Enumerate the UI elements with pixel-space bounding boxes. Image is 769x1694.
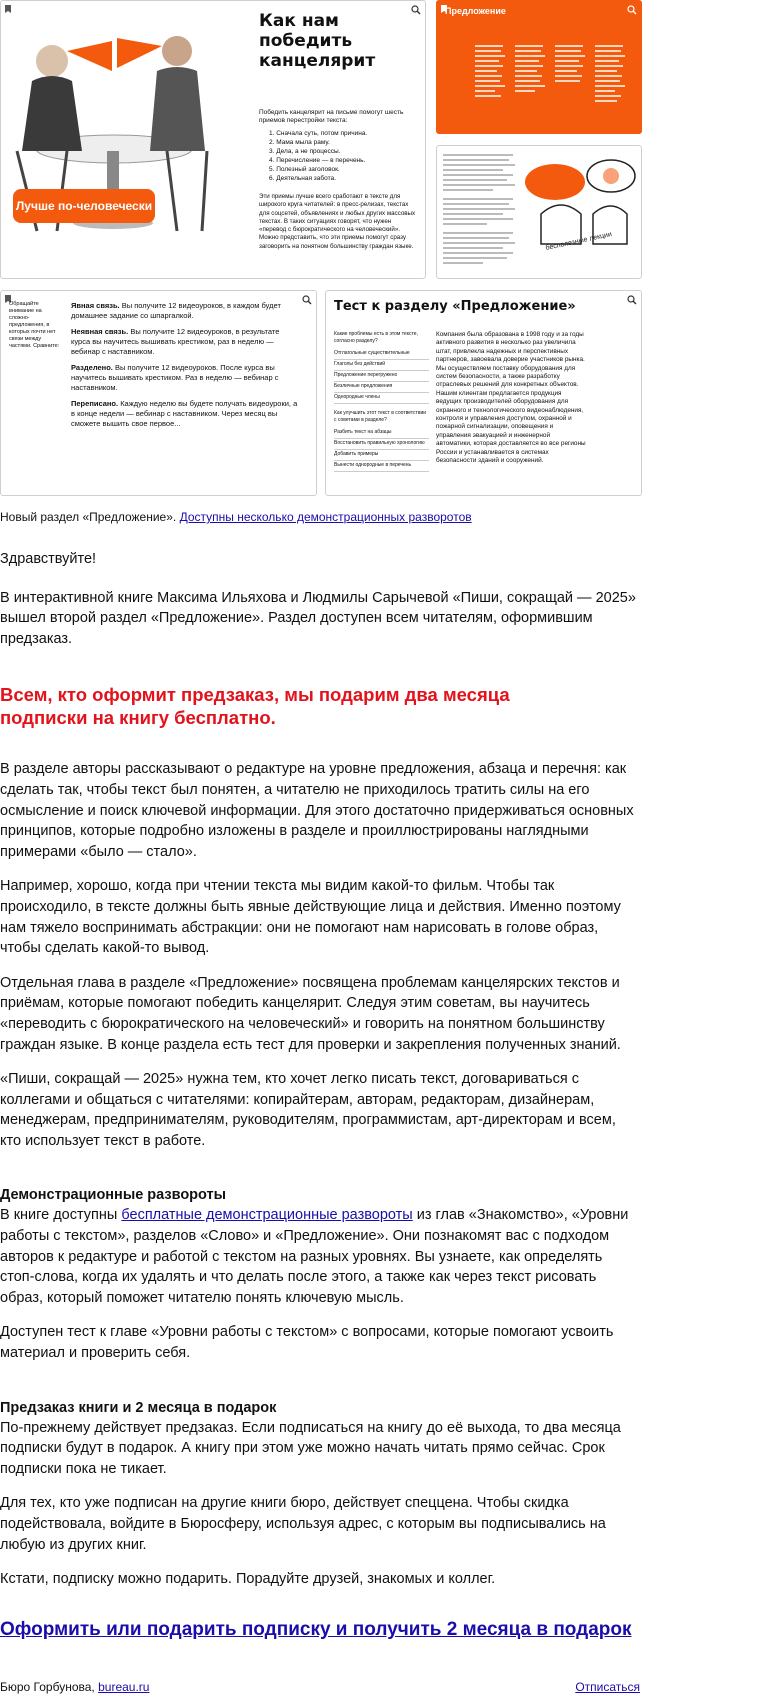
cover-title: Предложение — [445, 6, 506, 16]
preorder-heading: Предзаказ книги и 2 месяца в подарок — [0, 1399, 277, 1416]
spread-sentence-links[interactable] — [0, 290, 317, 496]
intro-paragraph: В интерактивной книге Максима Ильяхова и Людмилы Сарычевой «Пиши, сокращай — 2025» вышел второй раздел «Предложение». Раздел доступен всем читателям, оформившим предзаказ. — [0, 589, 636, 647]
sender-name: Бюро Горбунова, — [0, 1679, 95, 1694]
promo-heading: Всем, кто оформит предзаказ, мы подарим два месяца подписки на книгу бесплатно. — [0, 684, 510, 729]
demo-spreads-link[interactable]: Доступны несколько демонстрационных разворотов — [179, 510, 472, 524]
greeting: Здравствуйте! — [0, 551, 97, 567]
preorder-paragraph-3: Кстати, подписку можно подарить. Порадуйте друзей, знакомых и коллег. — [0, 1571, 496, 1588]
zoom-icon[interactable] — [627, 295, 637, 305]
spread-list: 1. Сначала суть, потом причина. 2. Мама мыла раму. 3. Дела, а не процессы. 4. Перечисление — в перечень. 5. Полезный заголовок. 6. Деятельная забота. — [269, 130, 368, 182]
text-lines-graphic — [443, 154, 519, 272]
demo-paragraph: В книге доступны бесплатные демонстрационные развороты из глав «Знакомство», «Уровни работы с текстом», разделов «Слово» и «Предложение». Они познакомят вас с подходом авторов к редактуре и работой с текстом на разных уровнях. Вы узнаете, как определять стоп-слова, когда их удалять и что делать после этого, а также как через текст рисовать образ, который поможет читателю понять ключевую мысль. — [0, 1207, 629, 1306]
subscribe-gift-link[interactable]: Оформить или подарить подписку и получить 2 месяца в подарок — [0, 1618, 632, 1640]
spread-intro: Победить канцелярит на письме помогут шесть приемов перестройки текста: — [259, 109, 404, 124]
badge: Лучше по-человечески — [13, 189, 155, 223]
table-of-contents-graphic — [475, 45, 635, 115]
spread-outro: Эти приемы лучше всего сработают в тексте для широкого круга читателей: в пресс-релизах, текстах для соцсетей, объявлениях и любых других массовых текстах. В таких ситуациях говорят, что нужен «перевод с бюрократического на человеческий». Можно представить, что эти приемы помогут сразу заговорить на понятном большинству граждан языке. — [259, 193, 416, 250]
zoom-icon[interactable] — [627, 5, 637, 15]
spread-title: Как нам победить канцелярит — [259, 11, 376, 71]
test-left: Какие проблемы есть в этом тексте, согласно разделу? Отглагольные существительные Глаголы без действий Предложение перегружено Безличные предложения Однородные члены Как улучшить этот текст в соответствии с советами в разделе? Разбить текст на абзацы Восстановить правильную хронологию Добавить примеры Вынести однородные в перечень — [334, 331, 429, 472]
body-paragraph-1: В разделе авторы рассказывают о редактуре на уровне предложения, абзаца и перечня: как сделать так, чтобы текст был понятен, а читателю не приходилось тратить силы на его осмысление и поиск ключевой информации. Для этого достаточно придерживаться основных принципов, которые подробно изложены в разделе и проиллюстрированы наглядными примерами «было — стало». — [0, 761, 634, 860]
spread-sentence-test[interactable] — [325, 290, 642, 496]
spread-lectures[interactable] — [436, 145, 642, 279]
spread-predlozhenie-cover[interactable] — [436, 0, 642, 134]
preorder-paragraph-2: Для тех, кто уже подписан на другие книги бюро, действует спеццена. Чтобы скидка подействовала, войдите в Бюросферу, используя адрес, с которым вы подписывались на любую из других книг. — [0, 1495, 606, 1553]
preorder-paragraph-1: По-прежнему действует предзаказ. Если подписаться на книгу до её выхода, то два месяца подписки будут в подарок. А книгу при этом уже можно начать читать прямо сейчас. Срок подписки пока не тикает. — [0, 1419, 621, 1477]
body-paragraph-2: Например, хорошо, когда при чтении текста мы видим какой-то фильм. Чтобы так происходило, в тексте должны быть явные действующие лица и действия. Именно поэтому нам тяжело воспринимать абстракции: они не помогают нам нарисовать в голове образ, чтобы сделать какой-то вывод. — [0, 878, 621, 957]
test-title: Тест к разделу «Предложение» — [334, 299, 576, 314]
body-paragraph-3: Отдельная глава в разделе «Предложение» посвящена проблемам канцелярских текстов и приёмам, которые помогают победить канцелярит. Следуя этим советам, вы научитесь «переводить с бюрократического на человеческий» и говорить на понятном большинству граждан языке. В конце раздела есть тест для проверки и закрепления полученных знаний. — [0, 974, 621, 1053]
spread-kantselyarit[interactable] — [0, 0, 426, 279]
zoom-icon[interactable] — [411, 5, 421, 15]
free-demo-spreads-link[interactable]: бесплатные демонстрационные развороты — [121, 1207, 413, 1224]
demo-gallery — [0, 0, 640, 495]
zoom-icon[interactable] — [302, 295, 312, 305]
demo-heading: Демонстрационные развороты — [0, 1187, 227, 1204]
lectures-caption: бесполезные лекции — [545, 231, 613, 252]
examples-block: Явная связь. Вы получите 12 видеоуроков, в каждом будет домашнее задание со шпаргалкой. Неявная связь. Вы получите 12 видеоуроков, в результате курса вы научитесь вышивать крестиком, раз в неделю — вебинар с наставником. Разделено. Вы получите 12 видеоуроков. После курса вы научитесь вышивать крестиком. Раз в неделю — вебинар с наставником. Переписано. Каждую неделю вы будете получать видеоуроки, а в конце недели — вебинар с наставником. Через месяц вы сможете вышить свое первое... — [71, 301, 298, 428]
test-paragraph: Компания была образована в 1998 году и за годы активного развития в несколько раз увеличила штат, привлекла надежных и перспективных партнеров, завоевала доверие участников рынка. Мы осуществляем поставку оборудования для систем безопасности, а также разработку отраслевых решений для конкретных объектов. Нашим клиентам предлагается продукция ведущих производителей оборудования для охранного и технологического видеонаблюдения, контроля и управления доступом, охранной и пожарной сигнализации, оповещения и управления эвакуацией и инженерной автоматики, которая доставляется во все регионы России и устанавливается в системах безопасности зданий и сооружений. — [436, 331, 586, 465]
cta-wrapper — [0, 1618, 640, 1642]
unsubscribe-link[interactable]: Отписаться — [575, 1679, 640, 1694]
side-note: Обращайте внимание на сложно-предложения, в которых почти нет связи между частями. Сравните: — [9, 301, 60, 349]
site-link[interactable]: bureau.ru — [98, 1679, 150, 1694]
speech-bubbles-illustration — [521, 154, 639, 272]
footer — [0, 1680, 640, 1694]
body-paragraph-4: «Пиши, сокращай — 2025» нужна тем, кто хочет легко писать текст, договариваться с коллегами и общаться с читателями: копирайтерам, авторам, редакторам, дизайнерам, менеджерам, предпринимателям, руководителям, программистам, арт-директорам и всем, кто использует текст в работе. — [0, 1071, 616, 1149]
demo-test-paragraph: Доступен тест к главе «Уровни работы с текстом» с вопросами, которые помогают усвоить материал и проверить себя. — [0, 1324, 614, 1362]
gallery-caption: Новый раздел «Предложение». Доступны несколько демонстрационных разворотов — [0, 510, 472, 524]
